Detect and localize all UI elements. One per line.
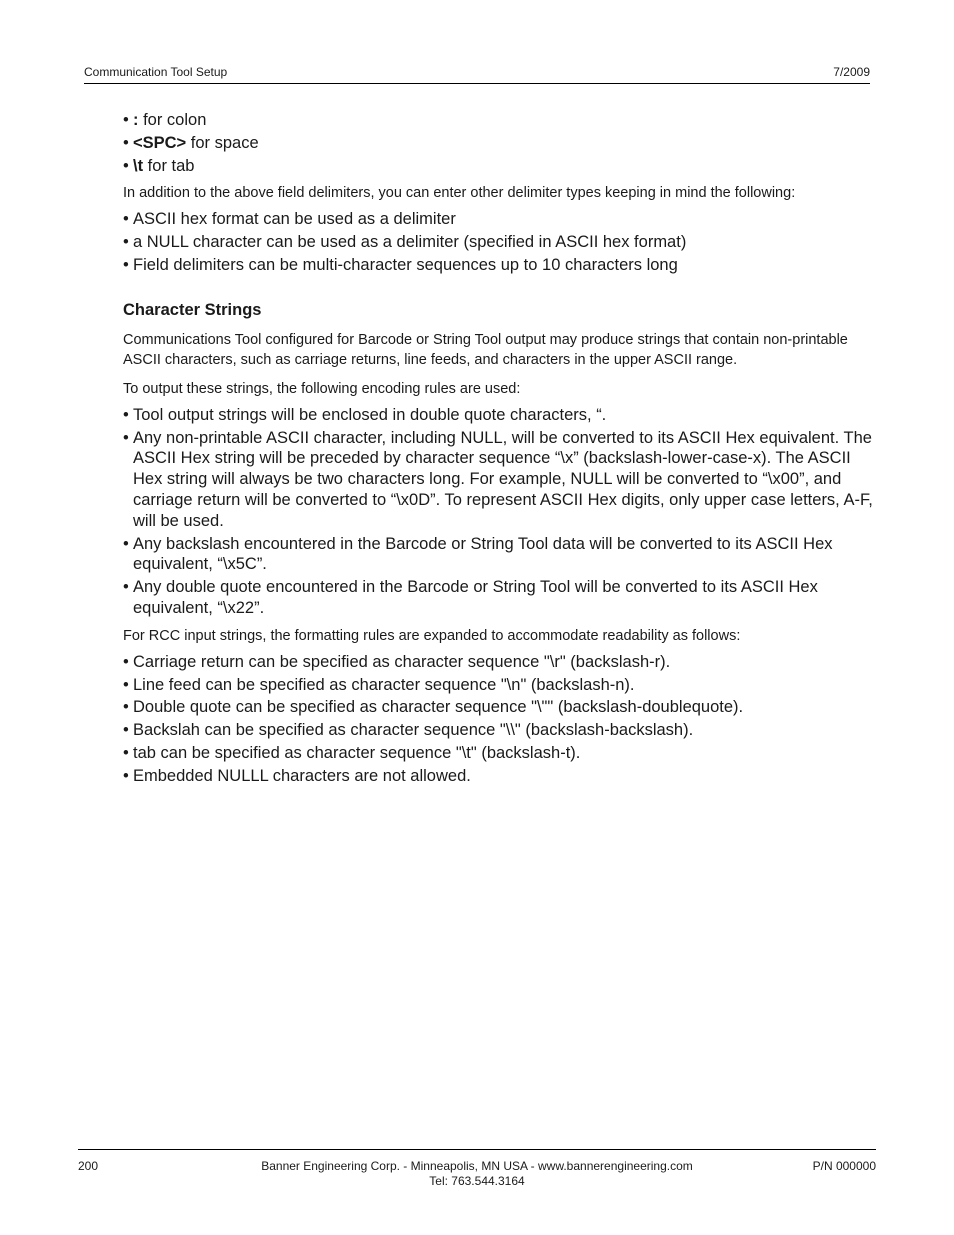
encoding-rule-item: • Tool output strings will be enclosed in double quote characters, “.	[123, 405, 873, 426]
section-paragraph: Communications Tool configured for Barcode or String Tool output may produce strings that contain non-printable ASCII characters, such as carriage returns, line feeds, and characters in the upper ASCII range.	[123, 331, 848, 368]
rcc-rules-list	[123, 652, 873, 787]
rcc-rule-item: • Backslah can be specified as character sequence "\\" (backslash-backslash).	[123, 720, 873, 741]
rcc-intro: For RCC input strings, the formatting rules are expanded to accommodate readability as follows:	[123, 627, 741, 644]
part-number: P/N 000000	[812, 1159, 876, 1173]
section-title: Character Strings	[123, 300, 262, 319]
encoding-rules-list	[123, 405, 873, 619]
page-number: 200	[78, 1159, 99, 1173]
footer-company-info	[78, 1159, 876, 1189]
page-body	[123, 110, 873, 789]
rcc-rule-item: • tab can be specified as character sequence "\t" (backslash-t).	[123, 743, 873, 764]
rcc-rule-item: • Line feed can be specified as character sequence "\n" (backslash-n).	[123, 675, 873, 696]
footer-tel: Tel: 763.544.3164	[429, 1174, 525, 1188]
delimiter-rules-list	[123, 209, 873, 275]
delimiter-rule-item: • Field delimiters can be multi-character sequences up to 10 characters long	[123, 255, 873, 276]
delimiter-list	[123, 110, 873, 176]
rcc-rule-item: • Double quote can be specified as character sequence "\"" (backslash-doublequote).	[123, 697, 873, 718]
intro-paragraph: In addition to the above field delimiters, you can enter other delimiter types keeping in mind the following:	[123, 185, 796, 202]
delimiter-item: • <SPC> for space	[123, 133, 873, 154]
delimiter-item: • : for colon	[123, 110, 873, 131]
page-footer	[78, 1149, 876, 1190]
delimiter-rule-item: • ASCII hex format can be used as a delimiter	[123, 209, 873, 230]
encoding-rule-item: • Any backslash encountered in the Barcode or String Tool data will be converted to its ASCII Hex equivalent, “\x5C”.	[123, 534, 873, 576]
encoding-rule-item: • Any non-printable ASCII character, including NULL, will be converted to its ASCII Hex equivalent. The ASCII Hex string will be preceded by character sequence “\x” (backslash-lower-case-x). The ASCII Hex string will always be two characters long. For example, NULL will be converted to “\x00”, and carriage return will be converted to “\x0D”. To represent ASCII Hex digits, only upper case letters, A-F, will be used.	[123, 428, 873, 532]
delimiter-item: • \t for tab	[123, 156, 873, 177]
rcc-rule-item: • Carriage return can be specified as character sequence "\r" (backslash-r).	[123, 652, 873, 673]
encoding-intro: To output these strings, the following encoding rules are used:	[123, 380, 521, 397]
footer-company: Banner Engineering Corp. - Minneapolis, MN USA - www.bannerengineering.com	[261, 1159, 693, 1173]
delimiter-rule-item: • a NULL character can be used as a delimiter (specified in ASCII hex format)	[123, 232, 873, 253]
encoding-rule-item: • Any double quote encountered in the Barcode or String Tool will be converted to its ASCII Hex equivalent, “\x22”.	[123, 577, 873, 619]
header-title: Communication Tool Setup	[84, 65, 228, 79]
header-date: 7/2009	[833, 65, 870, 79]
rcc-rule-item: • Embedded NULLL characters are not allowed.	[123, 766, 873, 787]
page-header	[84, 64, 870, 84]
